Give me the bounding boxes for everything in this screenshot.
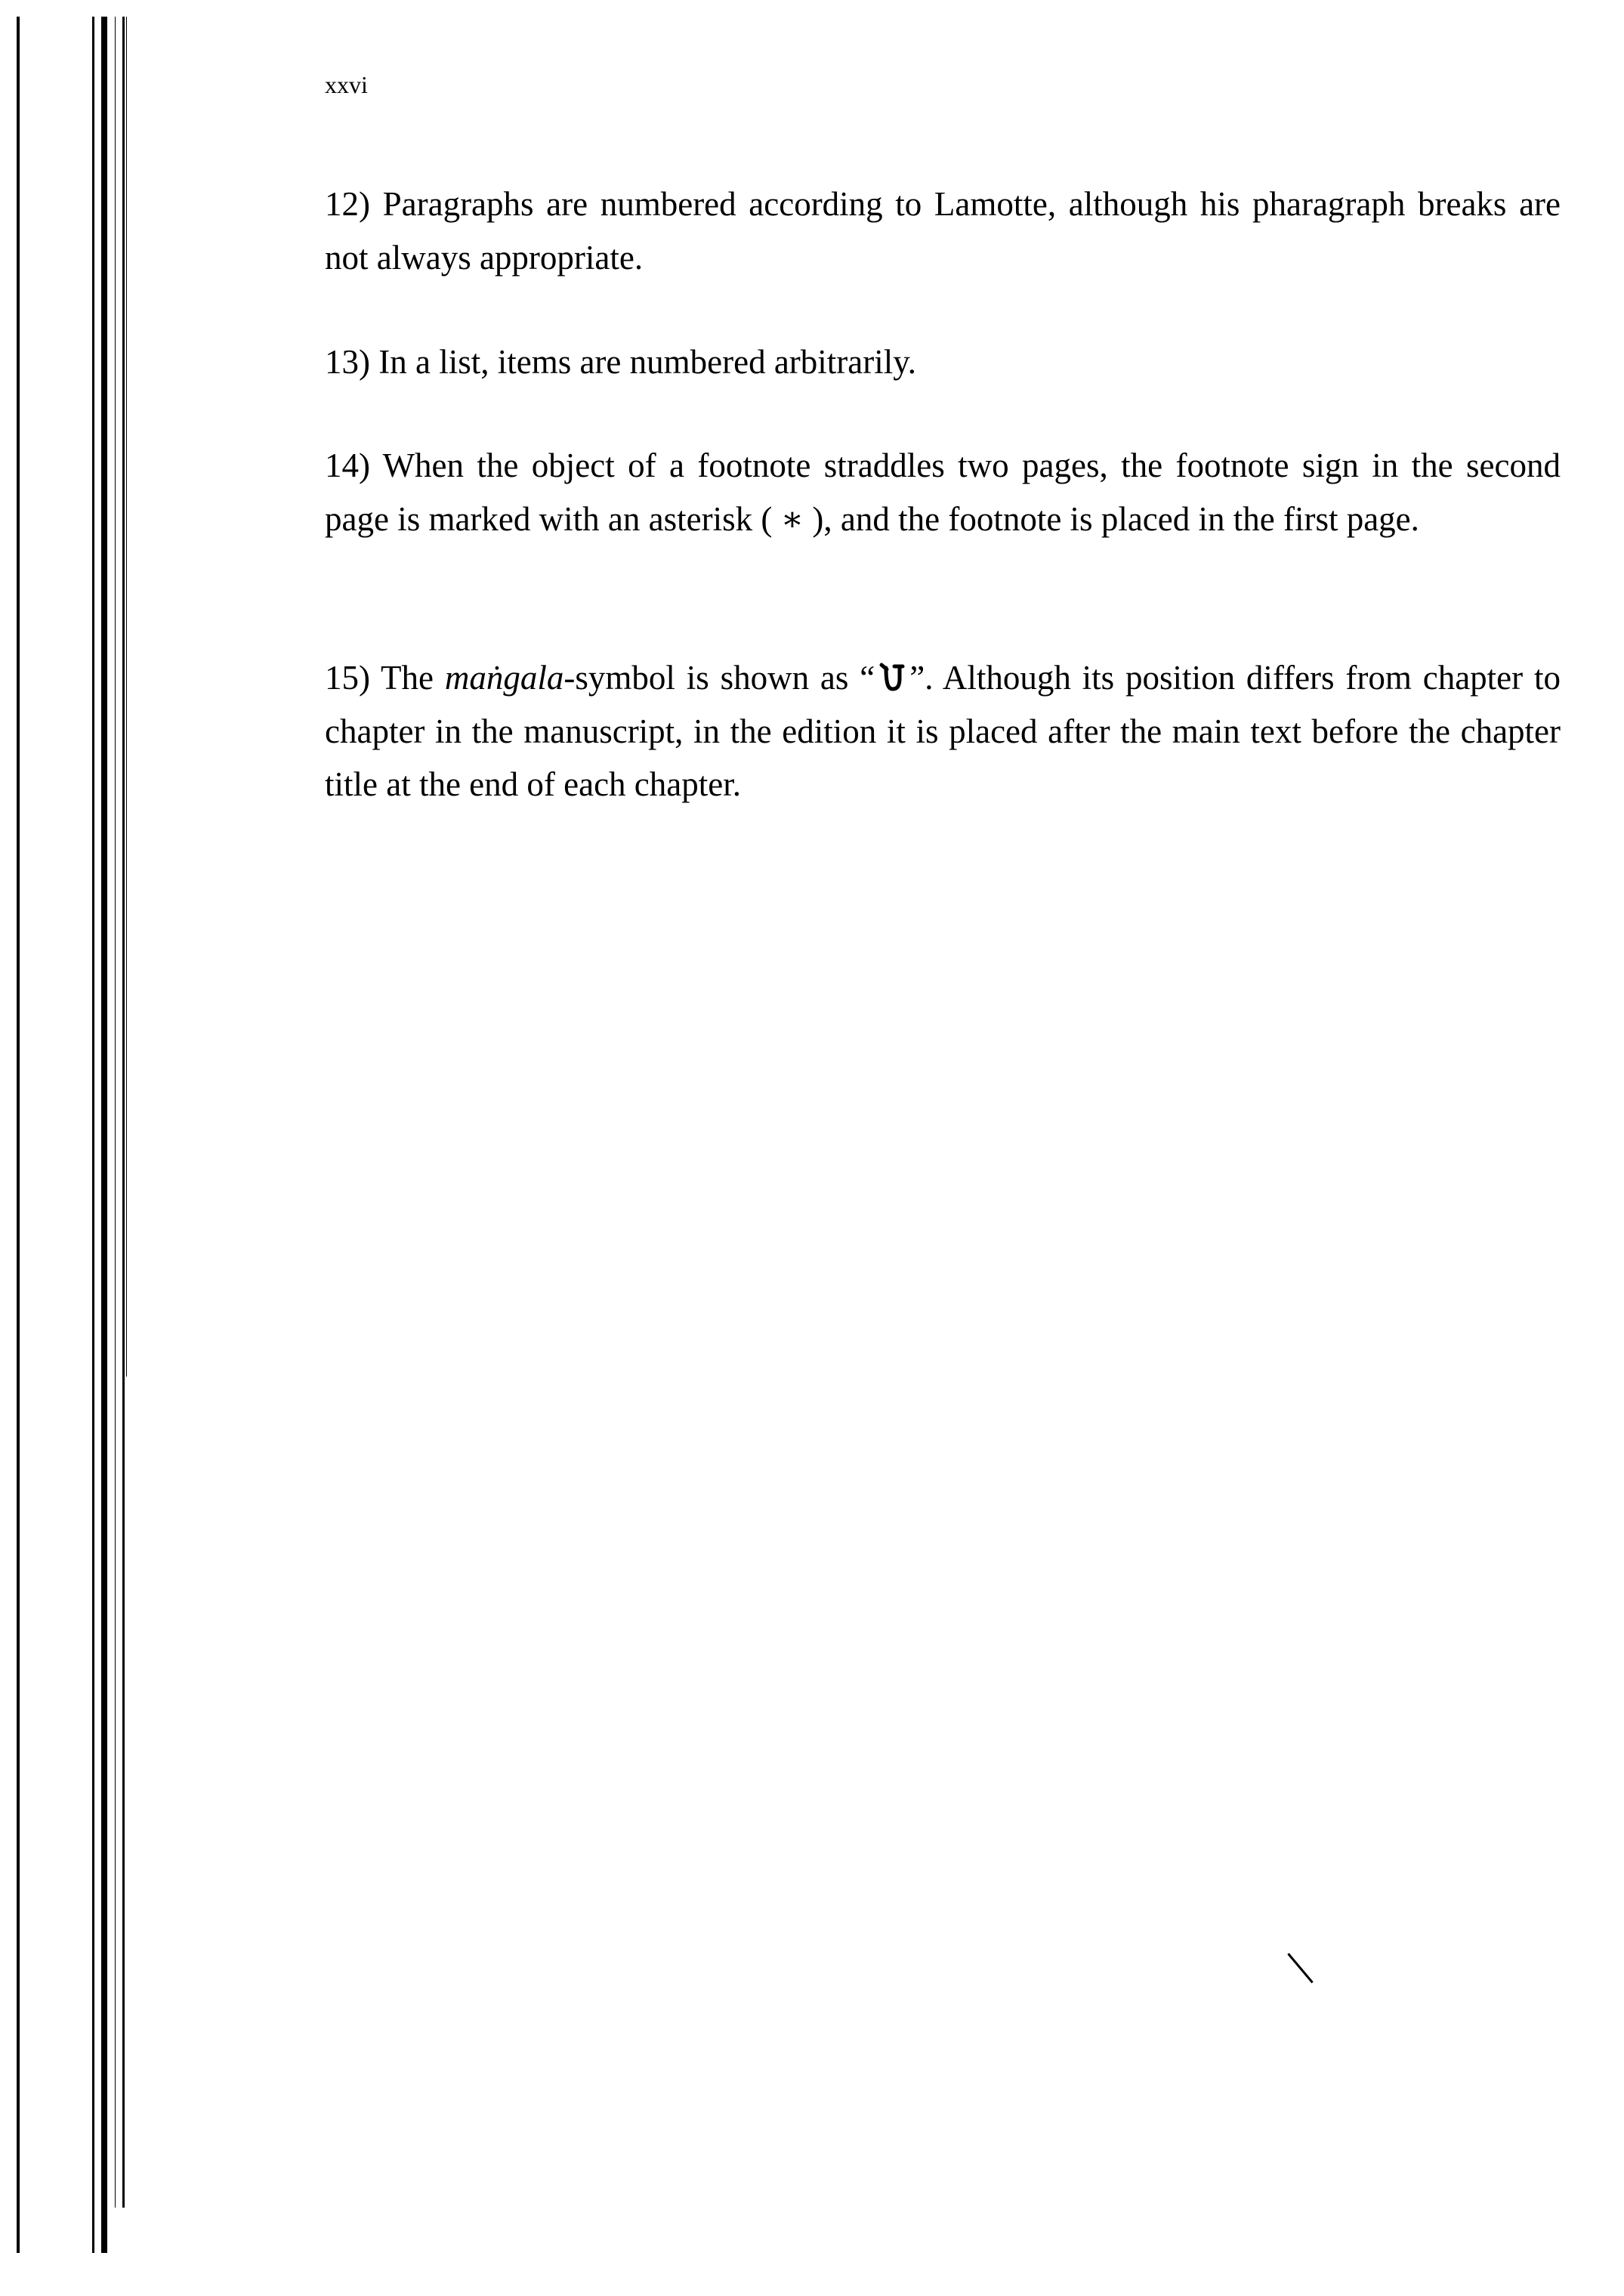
paragraph-12: 12) Paragraphs are numbered according to Lamotte, although his pharagraph breaks are not always appropriate.	[325, 185, 1561, 277]
paragraph-15-italic-term: maṅgala	[444, 659, 564, 697]
binding-edge-line	[115, 17, 116, 2208]
binding-edge-line	[101, 17, 107, 2253]
paragraph-13: 13) In a list, items are numbered arbitrarily.	[325, 343, 917, 381]
paragraph-15-middle: -symbol is shown as “	[563, 659, 875, 697]
paragraph-15-suffix: ”. Although its position differs from chapter to chapter in the manuscript, in the edition it is placed after the main text before the chapter title at the end of each chapter.	[325, 659, 1561, 803]
paragraph-15	[325, 651, 1561, 811]
mangala-symbol-icon	[879, 662, 905, 692]
binding-edge-line	[92, 17, 94, 2253]
binding-edge-line	[17, 17, 20, 2253]
binding-edge-line	[122, 17, 125, 2208]
paragraph-14: 14) When the object of a footnote straddles two pages, the footnote sign in the second page is marked with an asterisk ( ∗ ), and the footnote is placed in the first page.	[325, 447, 1561, 538]
page-number: xxvi	[325, 71, 368, 98]
paragraph-15-prefix: 15) The	[325, 659, 445, 697]
scan-speck	[1287, 1953, 1313, 1983]
binding-edge-line	[126, 17, 127, 1377]
